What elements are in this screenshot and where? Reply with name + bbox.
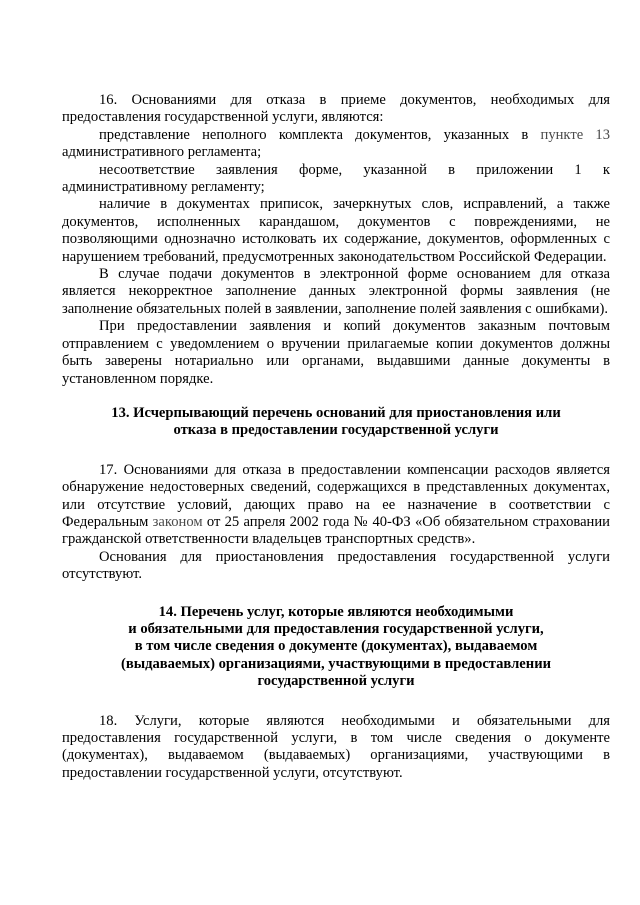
- paragraph-17-text-start: 17. Основаниями для отказа в предоставлении компенсации расходов является обнаружение недостоверных сведений, содержащихся в представленных документах, или отсутствие условий, дающих право на ее назначение в соответствии с Федеральным: [62, 461, 610, 530]
- paragraph-17-text-end: от 25 апреля 2002 года № 40-ФЗ «Об обязательном страховании гражданской ответственности владельцев транспортных средств».: [62, 513, 610, 548]
- heading-14-line-4: (выдаваемых) организациями, участвующими в предоставлении: [120, 655, 552, 672]
- paragraph-17: [62, 462, 610, 549]
- heading-14-line-3: в том числе сведения о документе (документах), выдаваемом: [134, 638, 538, 655]
- heading-14-line-2: и обязательными для предоставления государственной услуги,: [128, 620, 544, 637]
- document-body: [62, 92, 610, 782]
- paragraph-16-intro: 16. Основаниями для отказа в приеме документов, необходимых для предоставления государственной услуги, являются:: [62, 92, 610, 126]
- paragraph-17-suspension: Основания для приостановления предоставления государственной услуги отсутствуют.: [62, 548, 610, 583]
- item-1-text-start: представление неполного комплекта документов, указанных в: [99, 126, 541, 143]
- paragraph-18: 18. Услуги, которые являются необходимыми и обязательными для предоставления государственной услуги, в том числе сведения о документе (документах), выдаваемом (выдаваемых) организациями, участвующими в предоставлении государственной услуги, отсутствуют.: [62, 712, 610, 781]
- reference-link-law[interactable]: законом: [152, 513, 203, 530]
- section-13-heading: [62, 405, 610, 440]
- paragraph-16-postal: При предоставлении заявления и копий документов заказным почтовым отправлением с уведомлением о вручении прилагаемые копии документов должны быть заверены нотариально или органами, выдавшими данные документы в установленном порядке.: [62, 318, 610, 387]
- heading-13-line-1: 13. Исчерпывающий перечень оснований для приостановления или: [111, 404, 561, 421]
- item-1-text-end: административного регламента;: [62, 144, 262, 161]
- heading-13-line-2: отказа в предоставлении государственной услуги: [173, 422, 499, 439]
- paragraph-16-item-2: несоответствие заявления форме, указанной в приложении 1 к административному регламенту;: [62, 161, 610, 196]
- section-14-heading: [62, 604, 610, 691]
- reference-link-point-13[interactable]: пункте 13: [540, 126, 610, 143]
- heading-14-line-1: 14. Перечень услуг, которые являются необходимыми: [158, 603, 514, 620]
- paragraph-16-item-3: наличие в документах приписок, зачеркнутых слов, исправлений, а также документов, исполненных карандашом, документов с повреждениями, не позволяющими однозначно истолковать их содержание, документов, оформленных с нарушением требований, предусмотренных законодательством Российской Федерации.: [62, 196, 610, 265]
- heading-14-line-5: государственной услуги: [257, 673, 415, 690]
- paragraph-16-electronic: В случае подачи документов в электронной форме основанием для отказа является некорректное заполнение данных электронной формы заявления (не заполнение обязательных полей в заявлении, заполнение полей заявления с ошибками).: [62, 266, 610, 317]
- paragraph-16-item-1: [62, 127, 610, 162]
